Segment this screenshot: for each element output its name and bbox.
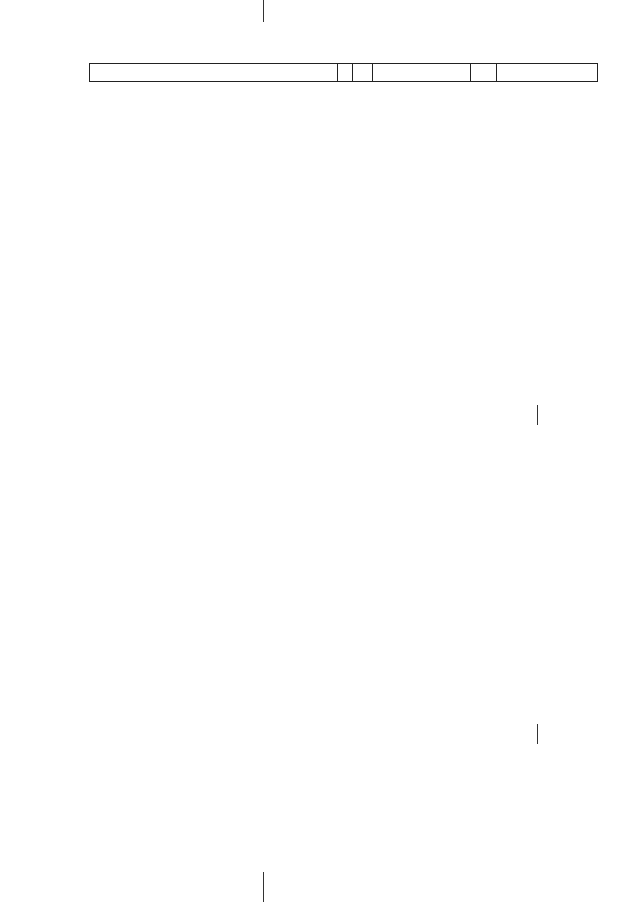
column-header-table (89, 63, 598, 82)
margin-mark (537, 724, 538, 744)
column-header-1 (90, 64, 338, 82)
column-header-4 (373, 64, 471, 82)
column-header-5 (471, 64, 497, 82)
column-header-6 (497, 64, 598, 82)
column-header-2 (338, 64, 353, 82)
margin-mark (263, 0, 264, 22)
margin-mark (537, 405, 538, 425)
margin-mark (263, 872, 264, 902)
column-header-3 (353, 64, 373, 82)
